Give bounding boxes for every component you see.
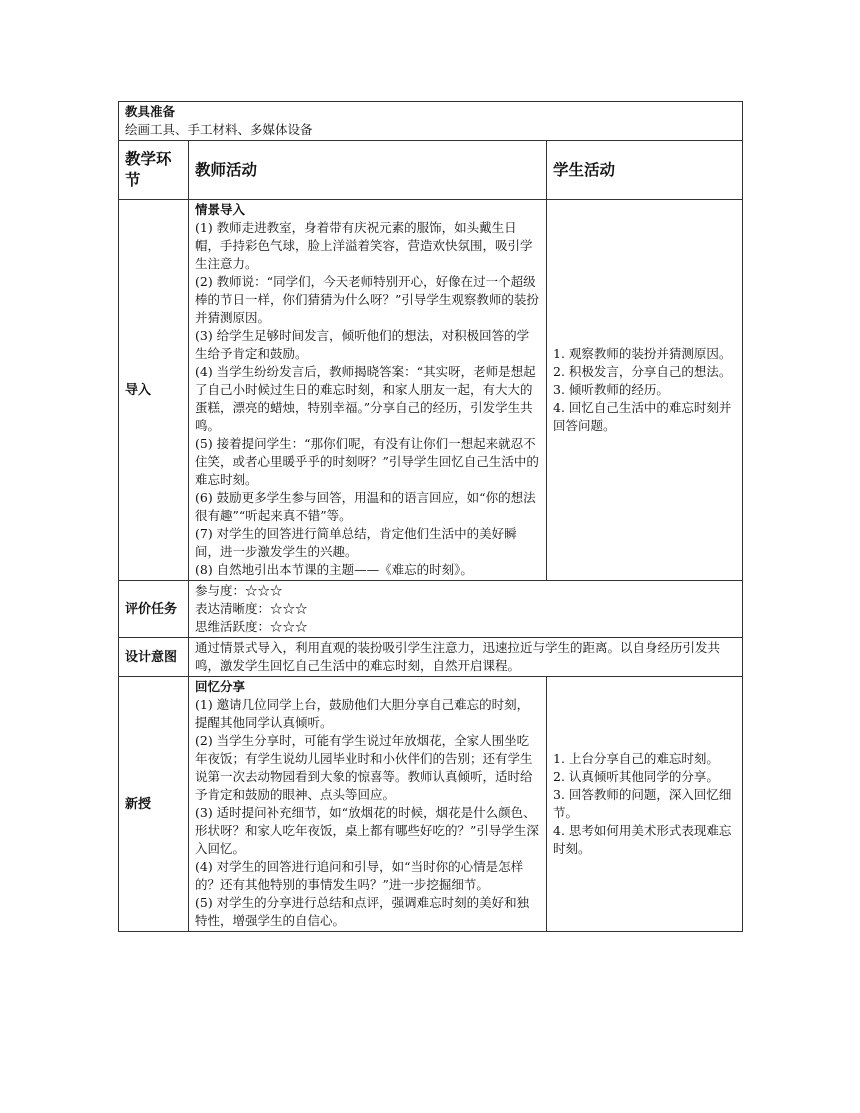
new-lesson-subtitle: 回忆分享	[195, 679, 246, 694]
intro-teacher-line: (5) 接着提问学生：“那你们呢，有没有让你们一想起来就忍不住笑，或者心里暖乎乎的时刻呀？”引导学生回忆自己生活中的难忘时刻。	[195, 436, 539, 487]
design-text: 通过情景式导入，利用直观的装扮吸引学生注意力，迅速拉近与学生的距离。以自身经历引发共鸣，激发学生回忆自己生活中的难忘时刻，自然开启课程。	[189, 638, 743, 677]
intro-teacher-line: (1) 教师走进教室，身着带有庆祝元素的服饰，如头戴生日帽，手持彩色气球，脸上洋溢着笑容，营造欢快氛围，吸引学生注意力。	[195, 220, 533, 271]
intro-teacher-line: (2) 教师说：“同学们，今天老师特别开心，好像在过一个超级棒的节日一样，你们猜猜为什么呀？”引导学生观察教师的装扮并猜测原因。	[195, 274, 539, 325]
header-teacher: 教师活动	[189, 141, 547, 200]
new-lesson-teacher-line: (3) 适时提问补充细节，如“放烟花的时候，烟花是什么颜色、形状呀？和家人吃年夜饭，桌上都有哪些好吃的？”引导学生深入回忆。	[195, 805, 539, 856]
intro-teacher-line: (3) 给学生足够时间发言，倾听他们的想法，对积极回答的学生给予肯定和鼓励。	[195, 328, 530, 361]
evaluation-item: 表达清晰度：☆☆☆	[195, 601, 308, 616]
new-lesson-teacher-line: (5) 对学生的分享进行总结和点评，强调难忘时刻的美好和独特性，增强学生的自信心。	[195, 895, 530, 928]
intro-teacher-cell	[189, 200, 547, 581]
new-lesson-student-line: 4. 思考如何用美术形式表现难忘时刻。	[553, 823, 732, 856]
prep-title: 教具准备	[125, 104, 176, 119]
lesson-plan-table	[118, 101, 743, 932]
prep-content: 绘画工具、手工材料、多媒体设备	[125, 122, 313, 137]
design-label: 设计意图	[119, 638, 189, 677]
design-row	[119, 638, 743, 677]
new-lesson-student-line: 3. 回答教师的问题，深入回忆细节。	[553, 787, 732, 820]
new-lesson-teacher-line: (4) 对学生的回答进行追问和引导，如“当时你的心情是怎样的？还有其他特别的事情发生吗？”进一步挖掘细节。	[195, 859, 524, 892]
header-student: 学生活动	[547, 141, 743, 200]
new-lesson-teacher-cell	[189, 677, 547, 932]
new-lesson-row	[119, 677, 743, 932]
new-lesson-teacher-line: (2) 当学生分享时，可能有学生说过年放烟花，全家人围坐吃年夜饭；有学生说幼儿园毕业时和小伙伴们的告别；还有学生说第一次去动物园看到大象的惊喜等。教师认真倾听，适时给予肯定和鼓励的眼神、点头等回应。	[195, 733, 533, 802]
intro-student-line: 1. 观察教师的装扮并猜测原因。	[553, 346, 732, 361]
prep-row	[119, 102, 743, 141]
evaluation-cell	[189, 581, 743, 638]
intro-student-line: 3. 倾听教师的经历。	[553, 382, 669, 397]
intro-teacher-line: (8) 自然地引出本节课的主题——《难忘的时刻》。	[195, 562, 473, 577]
intro-teacher-line: (7) 对学生的回答进行简单总结，肯定他们生活中的美好瞬间，进一步激发学生的兴趣。	[195, 526, 517, 559]
header-row	[119, 141, 743, 200]
intro-subtitle: 情景导入	[195, 202, 246, 217]
evaluation-label: 评价任务	[119, 581, 189, 638]
evaluation-item: 参与度：☆☆☆	[195, 583, 283, 598]
new-lesson-student-line: 2. 认真倾听其他同学的分享。	[553, 769, 719, 784]
header-stage: 教学环节	[119, 141, 189, 200]
intro-teacher-line: (4) 当学生纷纷发言后，教师揭晓答案：“其实呀，老师是想起了自己小时候过生日的难忘时刻，和家人朋友一起，有大大的蛋糕，漂亮的蜡烛，特别幸福。”分享自己的经历，引发学生共鸣。	[195, 364, 536, 433]
intro-teacher-line: (6) 鼓励更多学生参与回答，用温和的语言回应，如“你的想法很有趣”“听起来真不错”等。	[195, 490, 536, 523]
intro-student-line: 2. 积极发言，分享自己的想法。	[553, 364, 732, 379]
intro-row	[119, 200, 743, 581]
intro-student-line: 4. 回忆自己生活中的难忘时刻并回答问题。	[553, 400, 732, 433]
new-lesson-teacher-line: (1) 邀请几位同学上台，鼓励他们大胆分享自己难忘的时刻，提醒其他同学认真倾听。	[195, 697, 530, 730]
new-lesson-student-cell	[547, 677, 743, 932]
new-lesson-student-line: 1. 上台分享自己的难忘时刻。	[553, 751, 719, 766]
evaluation-item: 思维活跃度：☆☆☆	[195, 619, 308, 634]
intro-student-cell	[547, 200, 743, 581]
new-lesson-stage: 新授	[119, 677, 189, 932]
intro-stage: 导入	[119, 200, 189, 581]
prep-cell	[119, 102, 743, 141]
evaluation-row	[119, 581, 743, 638]
